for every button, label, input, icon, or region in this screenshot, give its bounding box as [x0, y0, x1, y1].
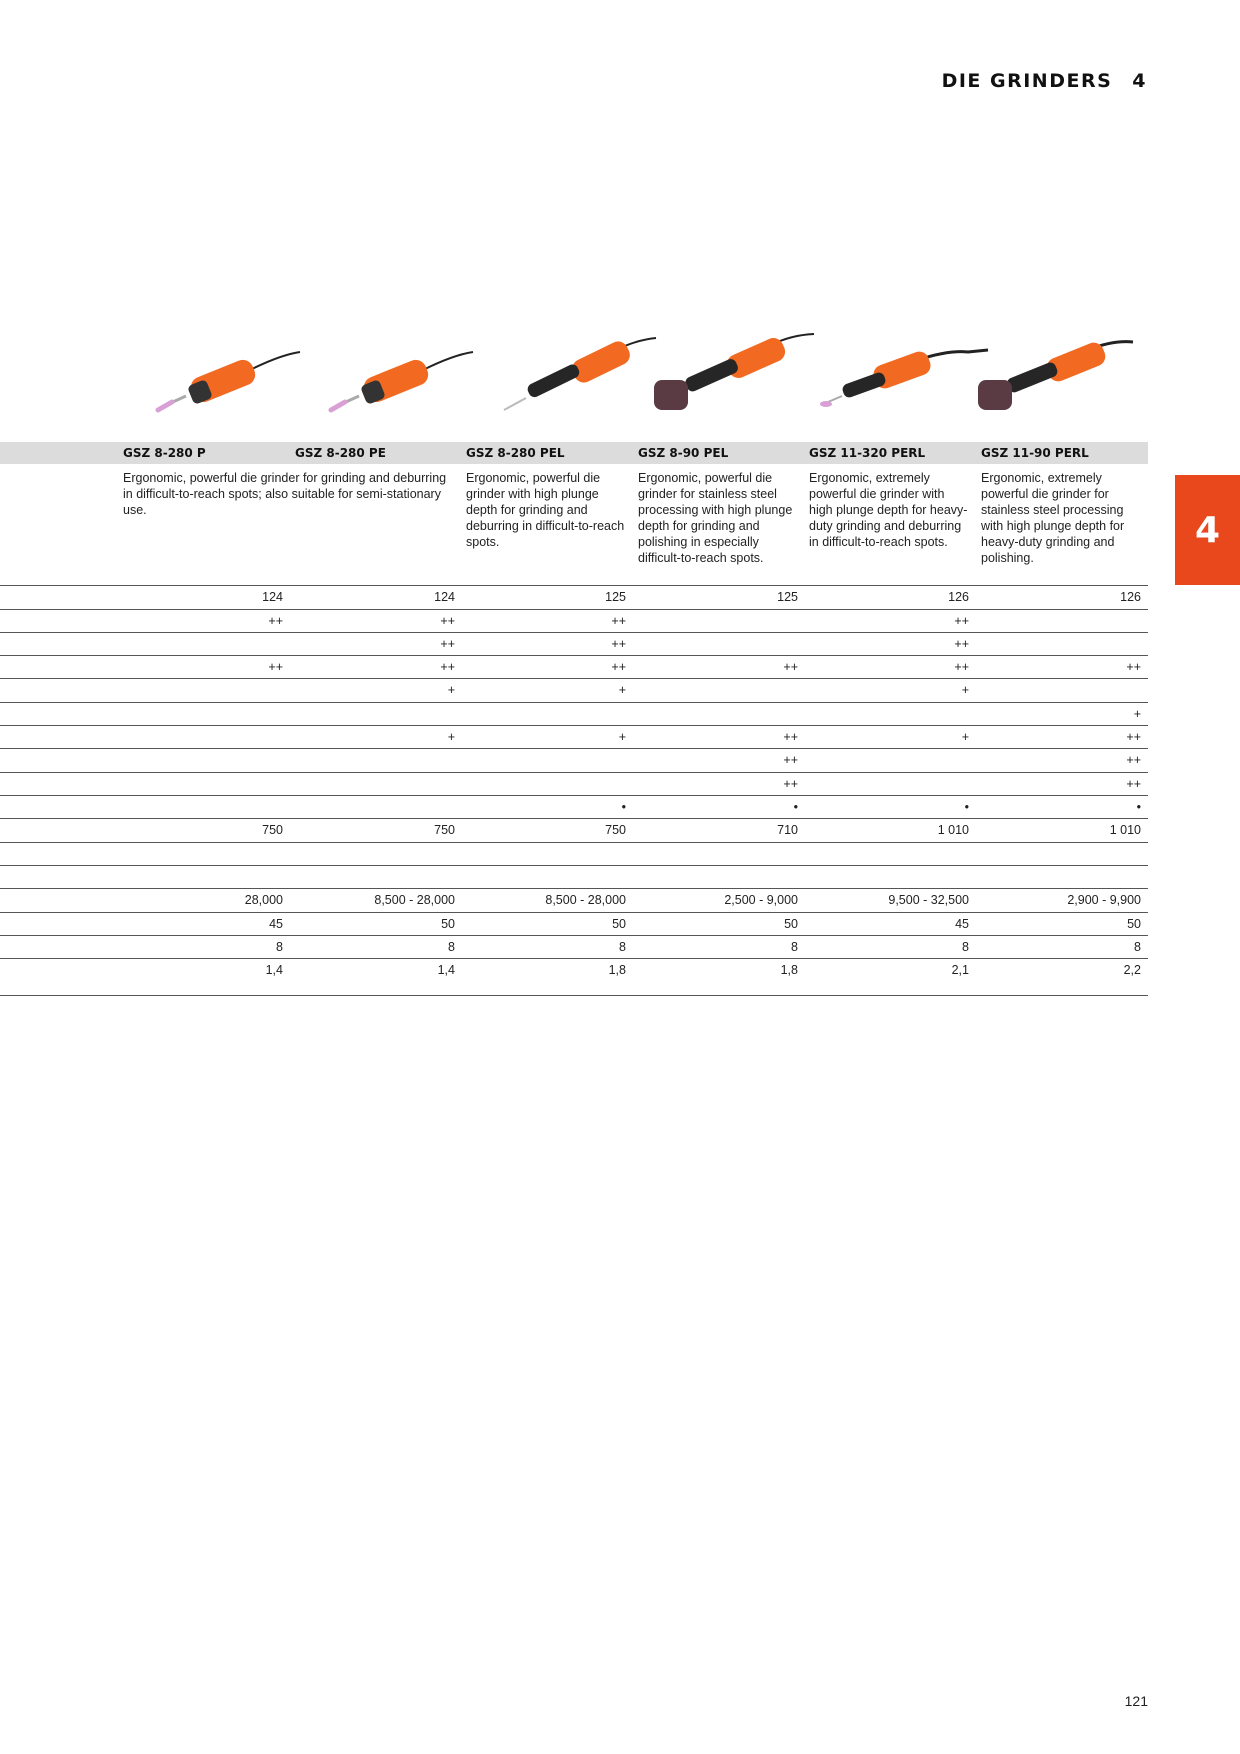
table-cell: ++ [954, 614, 969, 628]
model-name: GSZ 8-280 PEL [466, 446, 565, 460]
table-cell: ++ [440, 637, 455, 651]
table-cell: + [618, 730, 626, 744]
table-cell: 50 [1127, 917, 1141, 931]
table-cell: 750 [434, 823, 455, 837]
table-cell: 2,2 [1123, 963, 1141, 977]
product-image-gsz-8-280-pel [496, 330, 668, 440]
table-row [0, 772, 1148, 791]
table-cell: ++ [1126, 777, 1141, 791]
table-cell: 2,1 [951, 963, 969, 977]
chapter-tab-label: 4 [1194, 509, 1221, 551]
table-cell: 124 [262, 590, 283, 604]
table-cell: • [964, 800, 969, 814]
table-cell: 125 [777, 590, 798, 604]
table-cell: ++ [1126, 753, 1141, 767]
table-row [0, 958, 1148, 977]
table-row [0, 748, 1148, 767]
section-number: 4 [1132, 70, 1147, 92]
table-cell: 50 [612, 917, 626, 931]
table-cell: ++ [440, 614, 455, 628]
table-cell: 2,500 - 9,000 [724, 893, 798, 907]
table-row [0, 655, 1148, 674]
table-row [0, 609, 1148, 628]
table-row [0, 585, 1148, 604]
table-cell: ++ [611, 637, 626, 651]
product-description: Ergonomic, extremely powerful die grinder with high plunge depth for heavy-duty grinding and deburring in difficult-to-reach spots. [809, 471, 968, 549]
table-row [0, 702, 1148, 721]
table-cell: 1,8 [608, 963, 626, 977]
section-title: DIE GRINDERS [941, 70, 1113, 92]
table-cell: 8 [962, 940, 969, 954]
table-cell: + [618, 683, 626, 697]
table-row [0, 935, 1148, 954]
product-image-gsz-11-90-perl [978, 330, 1150, 440]
table-cell: 8,500 - 28,000 [545, 893, 626, 907]
table-cell: 126 [1120, 590, 1141, 604]
table-cell: + [447, 730, 455, 744]
product-image-gsz-8-280-p [150, 330, 322, 440]
table-cell: ++ [611, 614, 626, 628]
table-row [0, 795, 1148, 814]
model-name: GSZ 8-280 PE [295, 446, 386, 460]
table-cell: 45 [955, 917, 969, 931]
table-cell: 1 010 [1109, 823, 1141, 837]
product-images-row [0, 330, 1148, 440]
table-cell: ++ [954, 637, 969, 651]
model-name: GSZ 8-90 PEL [638, 446, 729, 460]
table-cell: ++ [440, 660, 455, 674]
table-cell: + [1133, 707, 1141, 721]
model-name: GSZ 8-280 P [123, 446, 206, 460]
table-cell: 8 [448, 940, 455, 954]
table-cell: 50 [441, 917, 455, 931]
table-cell: 125 [605, 590, 626, 604]
product-image-gsz-8-280-pe [323, 330, 495, 440]
table-cell: 9,500 - 32,500 [888, 893, 969, 907]
table-row [0, 725, 1148, 744]
table-cell: • [793, 800, 798, 814]
table-cell: ++ [1126, 660, 1141, 674]
die-grinder-long-neck-pink-icon [818, 330, 990, 440]
page-number: 121 [1124, 1693, 1148, 1709]
die-grinder-sanding-wheel-icon [978, 330, 1150, 440]
model-name: GSZ 11-90 PERL [981, 446, 1089, 460]
product-description: Ergonomic, powerful die grinder for stainless steel processing with high plunge depth for grinding and polishing in especially difficult-to-reach spots. [638, 471, 793, 565]
table-cell: 8 [791, 940, 798, 954]
table-cell: ++ [783, 753, 798, 767]
table-row [0, 818, 1148, 837]
table-cell: ++ [611, 660, 626, 674]
table-cell: 8 [276, 940, 283, 954]
table-cell: 1,4 [265, 963, 283, 977]
table-row [0, 865, 1148, 866]
model-header-bar [0, 442, 1148, 464]
table-cell: 2,900 - 9,900 [1067, 893, 1141, 907]
table-cell: 750 [605, 823, 626, 837]
product-image-gsz-8-90-pel [646, 330, 818, 440]
product-description: Ergonomic, powerful die grinder with high plunge depth for grinding and deburring in difficult-to-reach spots. [466, 471, 625, 549]
table-cell: 8 [619, 940, 626, 954]
table-cell: 750 [262, 823, 283, 837]
table-row [0, 632, 1148, 651]
die-grinder-pink-point-icon [150, 330, 322, 440]
table-cell: + [447, 683, 455, 697]
chapter-tab[interactable] [1175, 475, 1240, 585]
page-title [942, 70, 1147, 92]
table-cell: ++ [1126, 730, 1141, 744]
table-cell: 126 [948, 590, 969, 604]
product-description: Ergonomic, powerful die grinder for grinding and deburring in difficult-to-reach spots; also suitable for semi-stationary use. [123, 471, 447, 517]
table-cell: 1 010 [937, 823, 969, 837]
table-row [0, 888, 1148, 907]
table-cell: 710 [777, 823, 798, 837]
table-row [0, 995, 1148, 996]
table-cell: 8 [1134, 940, 1141, 954]
table-row [0, 912, 1148, 931]
table-cell: ++ [268, 660, 283, 674]
die-grinder-sanding-wheel-icon [646, 330, 818, 440]
table-cell: ++ [268, 614, 283, 628]
model-name: GSZ 11-320 PERL [809, 446, 926, 460]
table-cell: + [961, 683, 969, 697]
table-cell: ++ [783, 777, 798, 791]
table-row [0, 842, 1148, 843]
die-grinder-pink-point-icon [323, 330, 495, 440]
table-cell: 45 [269, 917, 283, 931]
table-cell: 124 [434, 590, 455, 604]
table-cell: • [621, 800, 626, 814]
table-cell: + [961, 730, 969, 744]
table-cell: 8,500 - 28,000 [374, 893, 455, 907]
table-cell: ++ [783, 730, 798, 744]
die-grinder-long-neck-icon [496, 330, 668, 440]
product-image-gsz-11-320-perl [818, 330, 990, 440]
table-cell: • [1136, 800, 1141, 814]
table-cell: 1,8 [780, 963, 798, 977]
product-description: Ergonomic, extremely powerful die grinder for stainless steel processing with high plunge depth for heavy-duty grinding and polishing. [981, 471, 1125, 565]
table-cell: 28,000 [244, 893, 283, 907]
table-cell: 1,4 [437, 963, 455, 977]
table-cell: 50 [784, 917, 798, 931]
table-cell: ++ [954, 660, 969, 674]
table-cell: ++ [783, 660, 798, 674]
table-row [0, 678, 1148, 697]
